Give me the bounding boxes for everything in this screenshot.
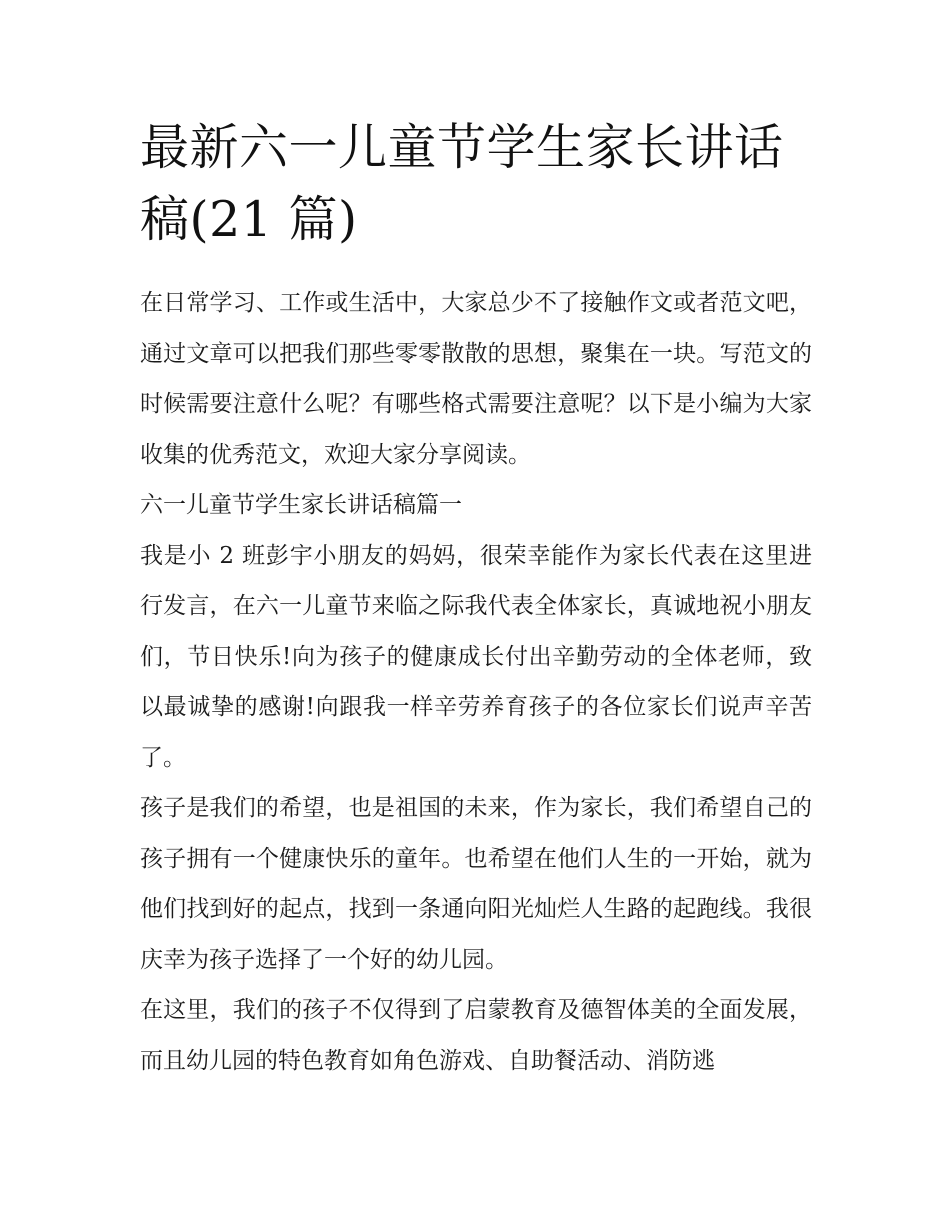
intro-paragraph: 在日常学习、工作或生活中，大家总少不了接触作文或者范文吧，通过文章可以把我们那些零零散散的思想，聚集在一块。写范文的时候需要注意什么呢？有哪些格式需要注意呢？以下是小编为大家收集的优秀范文，欢迎大家分享阅读。 xyxy=(140,290,812,468)
body-paragraph-3: 在这里，我们的孩子不仅得到了启蒙教育及德智体美的全面发展，而且幼儿园的特色教育如角色游戏、自助餐活动、消防逃 xyxy=(140,997,812,1074)
section-heading: 六一儿童节学生家长讲话稿篇一 xyxy=(140,492,462,518)
document-body xyxy=(140,278,812,1086)
document-title: 最新六一儿童节学生家长讲话稿(21 篇) xyxy=(140,119,784,248)
document-page xyxy=(140,112,812,1086)
body-paragraph-1: 我是小 2 班彭宇小朋友的妈妈，很荣幸能作为家长代表在这里进行发言，在六一儿童节来临之际我代表全体家长，真诚地祝小朋友们，节日快乐!向为孩子的健康成长付出辛勤劳动的全体老师，致以最诚挚的感谢!向跟我一样辛劳养育孩子的各位家长们说声辛苦了。 xyxy=(140,542,812,771)
body-paragraph-2: 孩子是我们的希望，也是祖国的未来，作为家长，我们希望自己的孩子拥有一个健康快乐的童年。也希望在他们人生的一开始，就为他们找到好的起点，找到一条通向阳光灿烂人生路的起跑线。我很庆幸为孩子选择了一个好的幼儿园。 xyxy=(140,795,812,973)
